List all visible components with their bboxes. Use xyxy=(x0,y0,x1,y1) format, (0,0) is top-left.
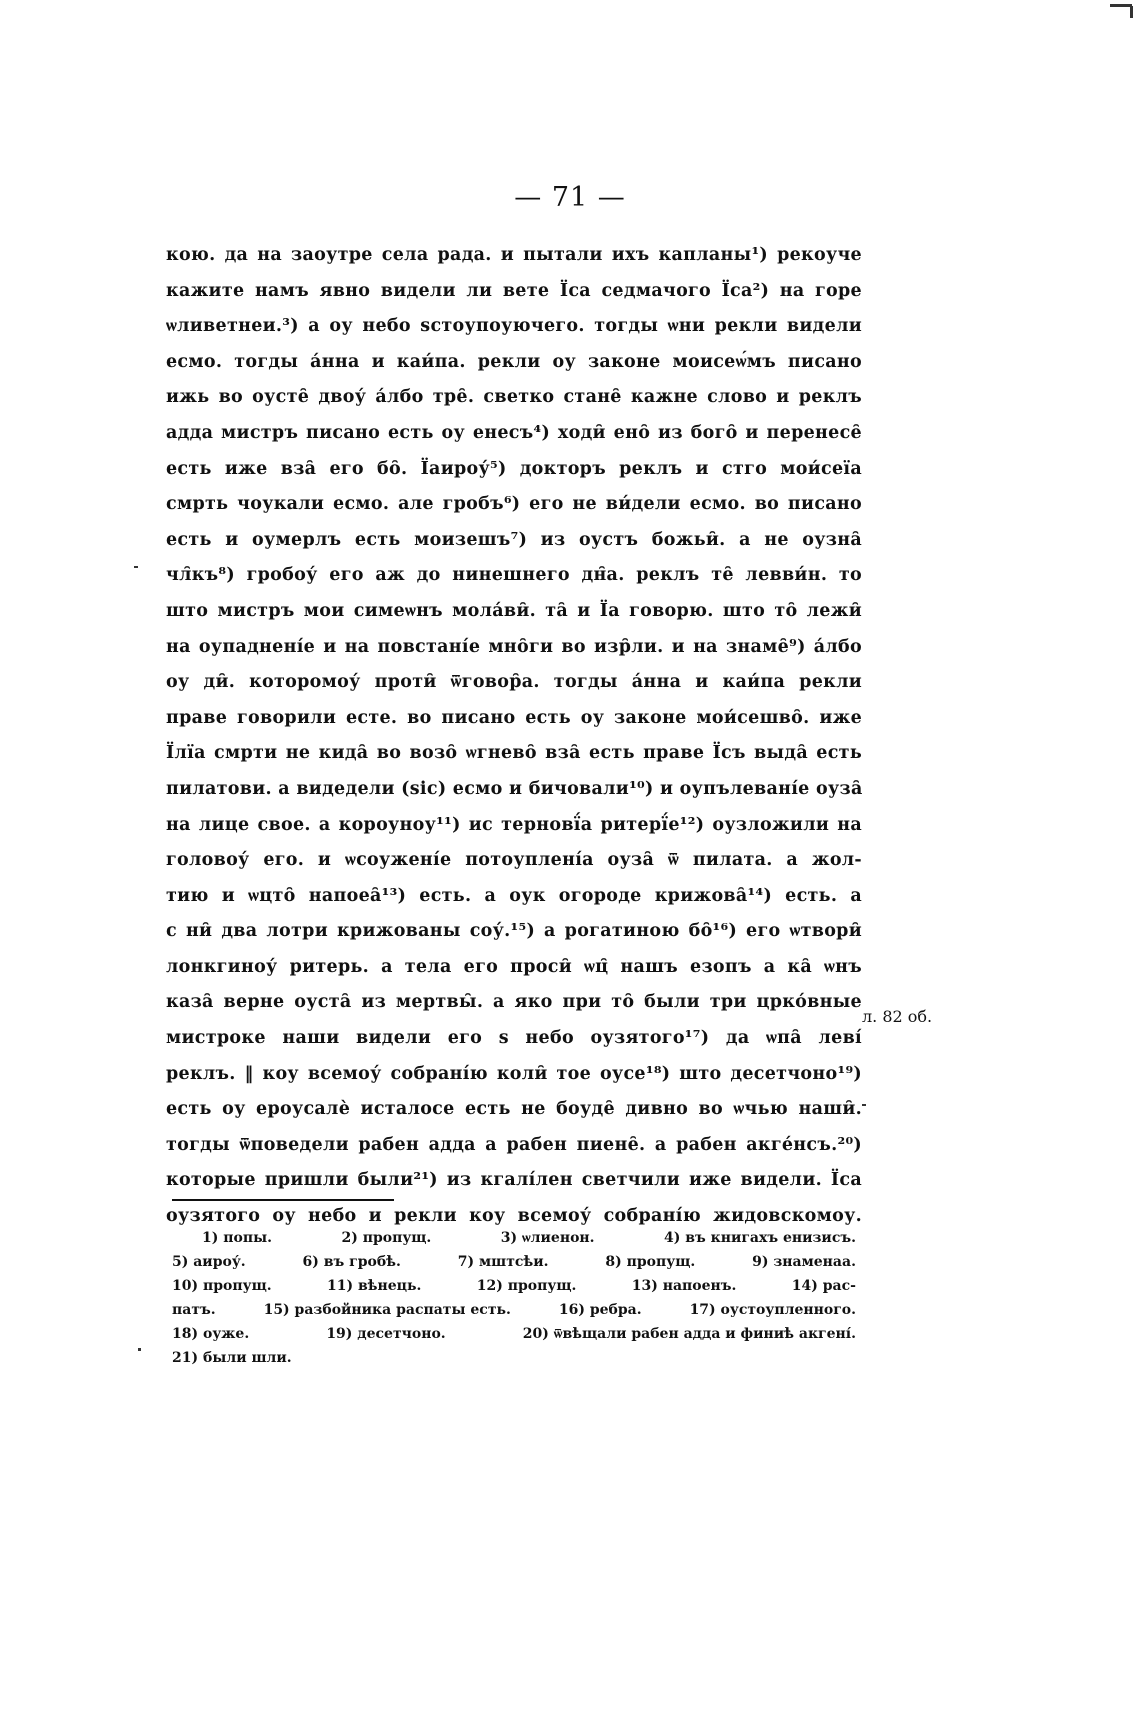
footnote: 7) мштсѣи. xyxy=(457,1254,549,1270)
text-line: каза̑ верне оуста̑ из мертвы̑. а яко при то̑ были три црко́вные xyxy=(166,992,862,1013)
footnote: 18) оуже. xyxy=(172,1326,250,1342)
text-line: пилатови. а видедели (sic) есмо и бичовали¹⁰) и оупълевані́е оуза̑ xyxy=(166,778,863,799)
footnote: 16) ребра. xyxy=(558,1302,642,1318)
text-line: лонкгиноу́ ритерь. а тела его проси̑ ѡц̑ нашъ езопъ а ка̑ ѡнъ xyxy=(166,956,862,977)
scan-speck xyxy=(1130,6,1133,18)
footnote-row xyxy=(172,1250,856,1274)
footnote: 4) въ книгахъ енизисъ. xyxy=(664,1230,856,1246)
page-number: — 71 — xyxy=(514,182,626,213)
text-line: головоу́ его. и ѡсоужені́е потоуплені́а оуза̑ ѿ пилата. а жол- xyxy=(166,850,862,871)
scan-speck xyxy=(1110,4,1132,7)
footnote: 17) оустоуплeнного. xyxy=(689,1302,856,1318)
footnote-row xyxy=(172,1322,856,1346)
text-line: мистроке наши видели его ѕ небо оузятого¹⁷) да ѡпа̑ леві́ xyxy=(166,1028,862,1049)
scan-speck xyxy=(138,1348,141,1351)
footnote: 15) разбойника распаты есть. xyxy=(263,1302,511,1318)
footnote: 11) вѣнець. xyxy=(326,1278,422,1294)
footnote-row xyxy=(172,1274,856,1298)
text-line: смрть чоукали есмо. але гробъ⁶) его не ви́дели есмо. во писано xyxy=(166,494,862,515)
text-line: тогды ѿповедели рабен адда а рабен пиене̑. а рабен акге́нсъ.²⁰) xyxy=(166,1134,862,1155)
scan-speck xyxy=(862,1104,866,1106)
footnote: патъ. xyxy=(172,1302,216,1318)
text-line: кажите намъ явно видели ли вете Їса седмачого Їса²) на горе xyxy=(166,280,862,301)
footnote: 12) пропущ. xyxy=(476,1278,577,1294)
scan-speck xyxy=(134,566,138,568)
text-line: есть и оумерлъ есть моизешъ⁷) из оустъ божьи̑. а не оузна̑ xyxy=(166,529,862,550)
footnote-row xyxy=(172,1226,856,1250)
text-line: которые пришли были²¹) из кгалі́лен светчили иже видели. Їса xyxy=(166,1170,862,1191)
footnote: 3) ѡлиенон. xyxy=(500,1230,595,1246)
footnote: 19) десетчоно. xyxy=(326,1326,446,1342)
footnote: 2) пропущ. xyxy=(341,1230,432,1246)
text-line: што мистръ мои симеѡнъ мола́ви̑. та̑ и Їа говорю. што то̑ лежи̑ xyxy=(166,600,862,621)
footnote: 14) рас- xyxy=(791,1278,856,1294)
text-line: праве говорили есте. во писано есть оу законе мои́сешво̑. иже xyxy=(166,707,862,728)
text-line: ижь во оусте̑ двоу́ а́лбо тре̑. светко стане̑ кажне слово и реклъ xyxy=(166,387,862,408)
footnote: 5) аироу́. xyxy=(172,1254,246,1270)
footnote: 9) знаменаа. xyxy=(752,1254,856,1270)
text-line: есть иже вза̑ его бо̑. Їаироу́⁵) докторъ реклъ и стго мои́сеїа xyxy=(166,458,862,479)
footnotes xyxy=(172,1226,856,1370)
text-line: чл̑къ⁸) гробоу́ его аж до нинешнего дн̑а. реклъ те̑ левви́н. то xyxy=(166,565,862,586)
text-line: есмо. тогды а́нна и каи́па. рекли оу законе моисеѡ́мъ писано xyxy=(166,351,862,372)
text-line: реклъ. ‖ коу всемоу́ собрані́ю коли̑ тое оусе¹⁸) што десетчоно¹⁹) xyxy=(166,1063,862,1084)
text-line: тию и ѡцто̑ напоеа̑¹³) есть. а оук огороде крижова̑¹⁴) есть. а xyxy=(166,885,862,906)
text-line: кою. да на заоутре села рада. и пытали ихъ капланы¹) рекоуче xyxy=(166,245,862,265)
footnote-divider xyxy=(172,1199,394,1201)
footnote: 1) попы. xyxy=(202,1230,272,1246)
footnote: 21) были шли. xyxy=(172,1350,292,1366)
margin-note: л. 82 об. xyxy=(862,1007,933,1026)
text-line: адда мистръ писано есть оу енесъ⁴) ходи̑ ено̑ из бого̑ и перенесе̑ xyxy=(166,422,862,443)
footnote: 6) въ гробѣ. xyxy=(302,1254,401,1270)
footnote-row xyxy=(172,1346,856,1370)
footnote: 20) ѿвѣщали рабен адда и финиѣ акгені́. xyxy=(522,1326,856,1342)
text-line: оузятого оу небо и рекли коу всемоу́ собрані́ю жидовскомоу. xyxy=(166,1206,862,1227)
text-line: на оупаднені́е и на повстані́е мно̑ги во изр̑ли. и на знаме̑⁹) а́лбо xyxy=(166,636,862,657)
text-line: с ни̑ два лотри крижованы соу́.¹⁵) а рогатиною бо̑¹⁶) его ѡтвори̑ xyxy=(166,921,862,942)
footnote: 13) напоенъ. xyxy=(631,1278,737,1294)
text-line: есть оу ероусалѐ исталосе есть не боуде̑ дивно во ѡчью наши̑. xyxy=(166,1099,862,1120)
main-text xyxy=(166,238,862,1235)
text-line: оу ди̑. которомоу́ проти̑ ѿговор̑а. тогды а́нна и каи́па рекли xyxy=(166,672,862,693)
footnote: 8) пропущ. xyxy=(605,1254,696,1270)
footnote: 10) пропущ. xyxy=(172,1278,272,1294)
text-line: на лице свое. а короуноу¹¹) ис терновї́а ритерї́е¹²) оузложили на xyxy=(166,814,862,835)
footnote-row xyxy=(172,1298,856,1322)
text-line: Їлїа смрти не кида̑ во возо̑ ѡгнево̑ вза̑ есть праве Їсъ выда̑ есть xyxy=(166,743,862,764)
text-line: ѡливетнеи.³) а оу небо ѕстоупоуючего. тогды ѡни рекли видели xyxy=(166,316,862,337)
